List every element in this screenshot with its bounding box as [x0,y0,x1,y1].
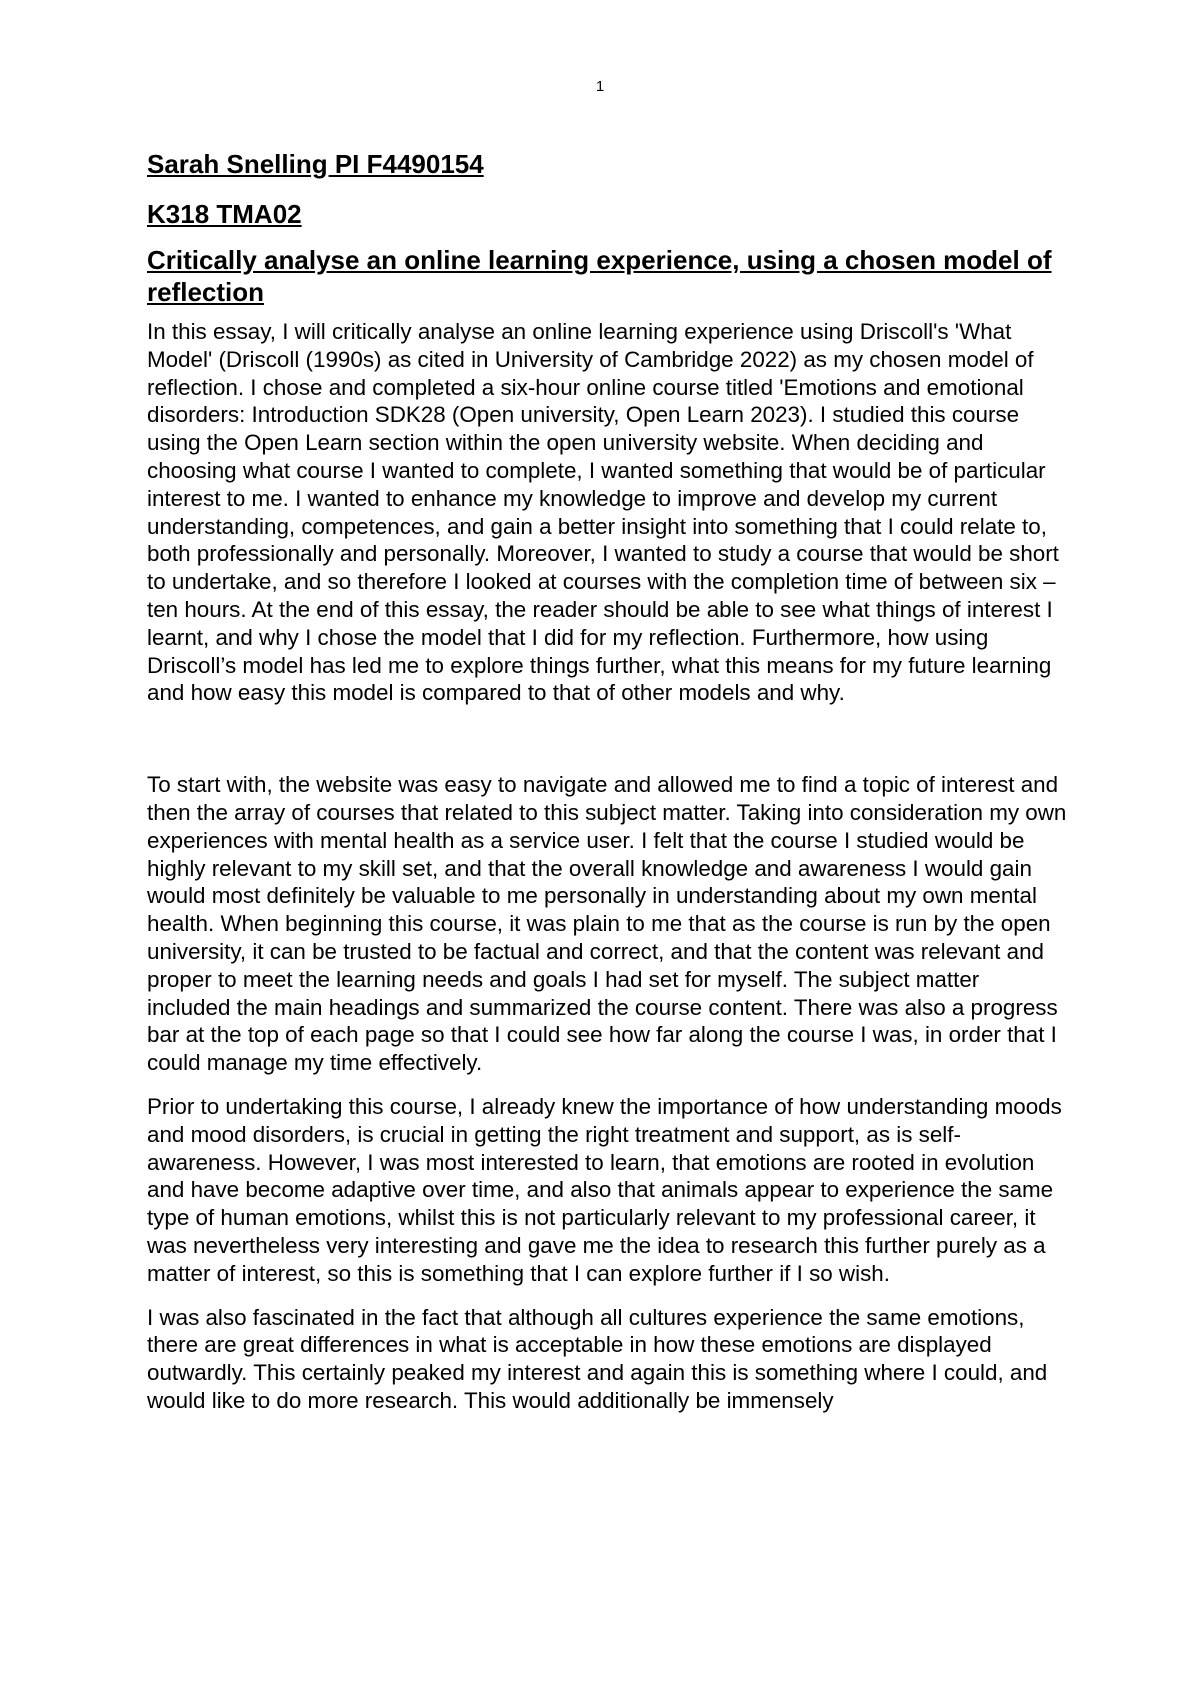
page-number: 1 [595,78,605,95]
document-body [147,148,1067,1415]
paragraph-prior-knowledge: Prior to undertaking this course, I already knew the importance of how understanding moods and mood disorders, is crucial in getting the right treatment and support, as is self-awareness. However, I was most interested to learn, that emotions are rooted in evolution and have become adaptive over time, and also that animals appear to experience the same type of human emotions, whilst this is not particularly relevant to my professional career, it was nevertheless very interesting and gave me the idea to research this further purely as a matter of interest, so this is something that I can explore further if I so wish. [147,1093,1062,1286]
paragraph-website: To start with, the website was easy to navigate and allowed me to find a topic of interest and then the array of courses that related to this subject matter. Taking into consideration my own experiences with mental health as a service user. I felt that the course I studied would be highly relevant to my skill set, and that the overall knowledge and awareness I would gain would most definitely be valuable to me personally in understanding about my own mental health. When beginning this course, it was plain to me that as the course is run by the open university, it can be trusted to be factual and correct, and that the content was relevant and proper to meet the learning needs and goals I had set for myself. The subject matter included the main headings and summarized the course content. There was also a progress bar at the top of each page so that I could see how far along the course I was, in order that I could manage my time effectively. [147,772,1067,1076]
essay-title: Critically analyse an online learning experience, using a chosen model of reflection [147,245,1052,307]
paragraph-cultures: I was also fascinated in the fact that although all cultures experience the same emotions, there are great differences in what is acceptable in how these emotions are displayed outwardly. This certainly peaked my interest and again this is something where I could, and would like to do more research. This would additionally be immensely [147,1304,1048,1413]
author-heading: Sarah Snelling PI F4490154 [147,149,484,179]
module-heading: K318 TMA02 [147,199,302,229]
paragraph-introduction: In this essay, I will critically analyse an online learning experience using Driscoll's 'What Model' (Driscoll (1990s) as cited in University of Cambridge 2022) as my chosen model of reflection. I chose and completed a six-hour online course titled 'Emotions and emotional disorders: Introduction SDK28 (Open university, Open Learn 2023). I studied this course using the Open Learn section within the open university website. When deciding and choosing what course I wanted to complete, I wanted something that would be of particular interest to me. I wanted to enhance my knowledge to improve and develop my current understanding, competences, and gain a better insight into something that I could relate to, both professionally and personally. Moreover, I wanted to study a course that would be short to undertake, and so therefore I looked at courses with the completion time of between six – ten hours. At the end of this essay, the reader should be able to see what things of interest I learnt, and why I chose the model that I did for my reflection. Furthermore, how using Driscoll’s model has led me to explore things further, what this means for my future learning and how easy this model is compared to that of other models and why. [147,319,1059,706]
